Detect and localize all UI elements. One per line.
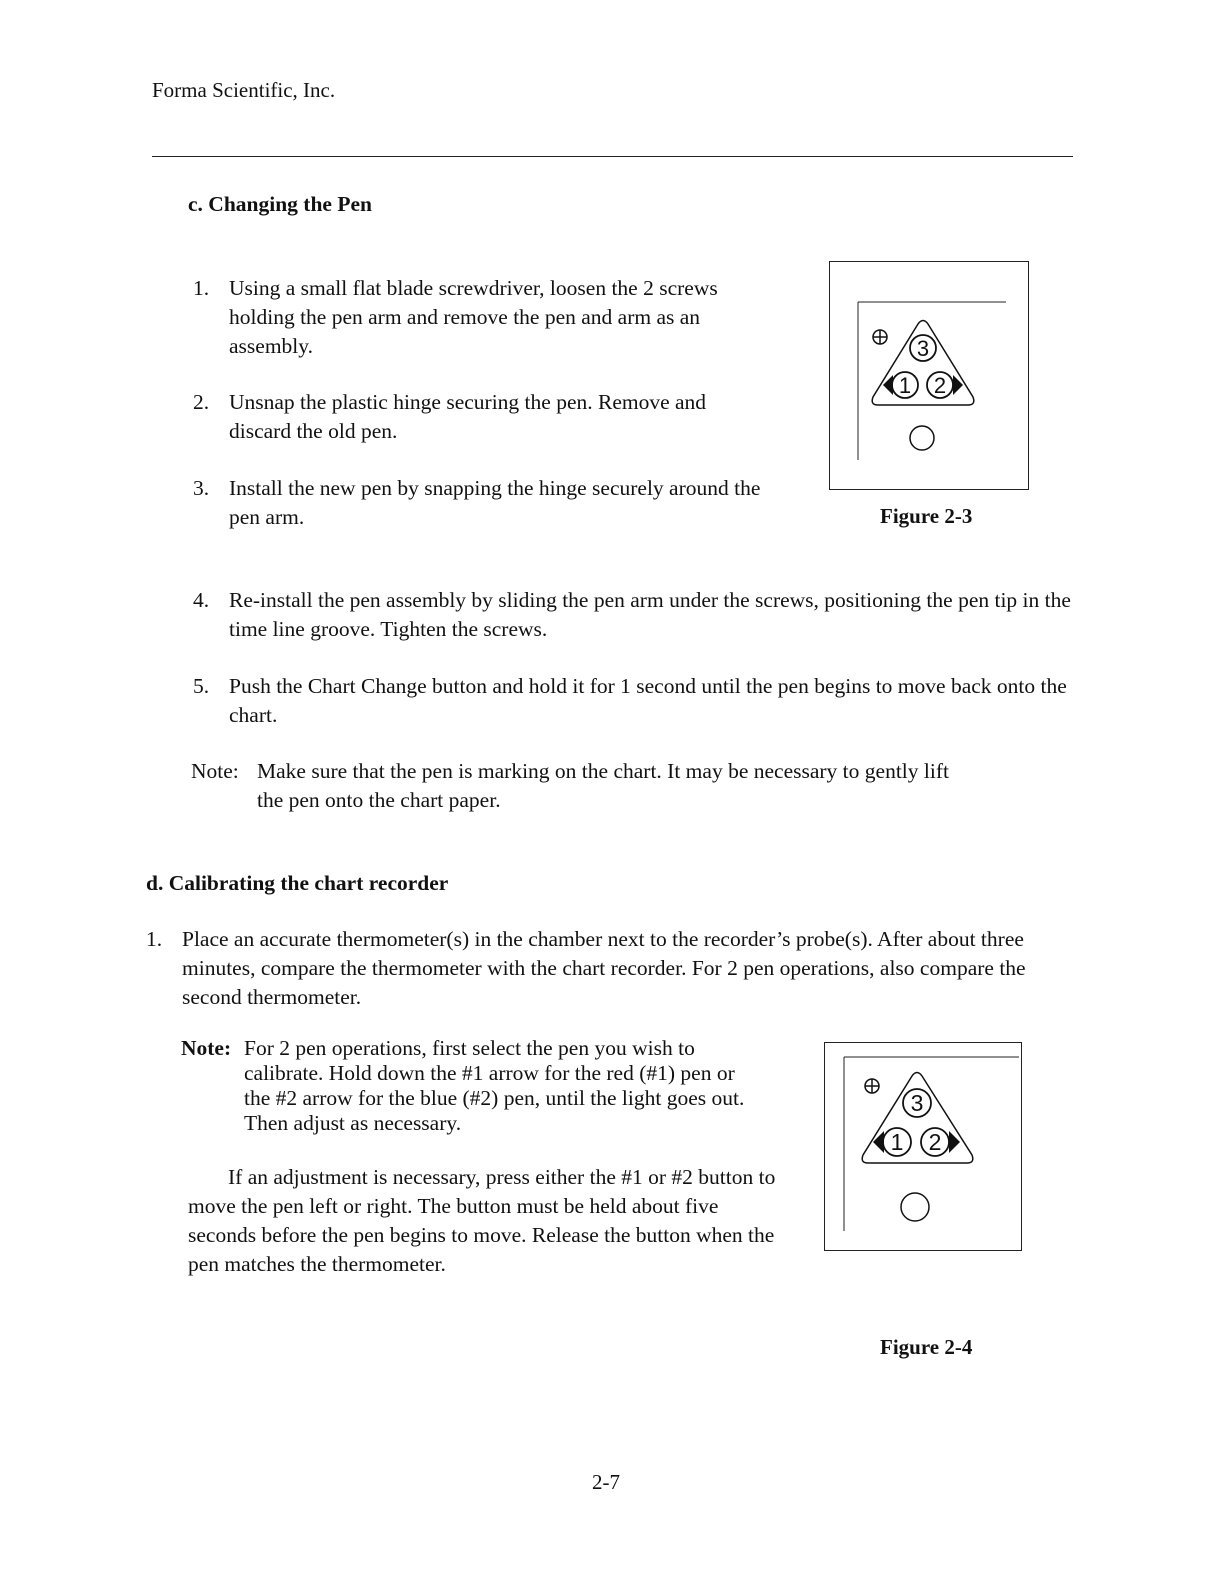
keypad-figure-2-4 bbox=[824, 1042, 1022, 1251]
list-item bbox=[146, 925, 1076, 1012]
list-item bbox=[193, 274, 773, 361]
section-d-heading: d. Calibrating the chart recorder bbox=[146, 871, 449, 895]
keypad-diagram bbox=[830, 262, 1028, 489]
page-number: 2-7 bbox=[592, 1470, 620, 1494]
keypad-figure-2-3 bbox=[829, 261, 1029, 490]
key-1-label: 1 bbox=[890, 1129, 904, 1155]
note-text: For 2 pen operations, first select the pen you wish to calibrate. Hold down the #1 arrow for the red (#1) pen or the #2 arrow for the blue (#2) pen, until the light goes out. Then adjust as necessary. bbox=[244, 1036, 745, 1135]
list-item-number: 1. bbox=[193, 276, 210, 300]
keypad-triangle bbox=[872, 321, 974, 406]
indicator-light-icon bbox=[910, 426, 934, 450]
list-item-text: Re-install the pen assembly by sliding the pen arm under the screws, positioning the pen tip in the time line groove. Tighten the screws. bbox=[229, 588, 1071, 641]
note bbox=[181, 1036, 751, 1136]
crosshair-icon bbox=[873, 330, 887, 344]
section-c-heading: c. Changing the Pen bbox=[188, 192, 372, 216]
figure-caption: Figure 2-4 bbox=[880, 1335, 973, 1359]
list-item bbox=[193, 474, 793, 532]
indicator-light-icon bbox=[901, 1193, 929, 1221]
figure-caption: Figure 2-3 bbox=[880, 504, 973, 528]
adjustment-paragraph: If an adjustment is necessary, press either the #1 or #2 button to move the pen left or right. The button must be held about five seconds before the pen begins to move. Release the button when the pen matches the thermometer. bbox=[188, 1165, 776, 1276]
list-item-text: Unsnap the plastic hinge securing the pen. Remove and discard the old pen. bbox=[229, 390, 707, 443]
list-item-number: 1. bbox=[146, 927, 163, 951]
company-name: Forma Scientific, Inc. bbox=[152, 78, 336, 102]
note-label: Note: bbox=[181, 1036, 232, 1060]
list-item-text: Using a small flat blade screwdriver, loosen the 2 screws holding the pen arm and remove the pen and arm as an assembly. bbox=[229, 276, 718, 358]
left-arrow-icon bbox=[873, 1131, 884, 1153]
list-item-text: Install the new pen by snapping the hinge securely around the pen arm. bbox=[229, 476, 761, 529]
list-item bbox=[193, 672, 1073, 730]
list-item-number: 2. bbox=[193, 390, 210, 414]
note bbox=[191, 757, 951, 815]
keypad-diagram bbox=[825, 1043, 1021, 1250]
list-item-text: Push the Chart Change button and hold it for 1 second until the pen begins to move back onto the chart. bbox=[229, 674, 1067, 727]
list-item bbox=[193, 388, 773, 446]
list-item-number: 5. bbox=[193, 674, 210, 698]
note-text: Make sure that the pen is marking on the chart. It may be necessary to gently lift the pen onto the chart paper. bbox=[257, 759, 949, 812]
key-1-label: 1 bbox=[898, 373, 912, 398]
key-3-label: 3 bbox=[916, 336, 930, 361]
list-item bbox=[193, 586, 1073, 644]
header-rule bbox=[152, 156, 1073, 157]
list-item-number: 4. bbox=[193, 588, 210, 612]
list-item-number: 3. bbox=[193, 476, 210, 500]
key-2-label: 2 bbox=[928, 1129, 942, 1155]
key-2-label: 2 bbox=[933, 373, 947, 398]
crosshair-icon bbox=[865, 1079, 879, 1093]
note-label: Note: bbox=[191, 759, 239, 783]
key-3-label: 3 bbox=[910, 1090, 924, 1116]
list-item-text: Place an accurate thermometer(s) in the chamber next to the recorder’s probe(s). After about three minutes, compare the thermometer with the chart recorder. For 2 pen operations, also compare the second thermometer. bbox=[182, 927, 1026, 1009]
